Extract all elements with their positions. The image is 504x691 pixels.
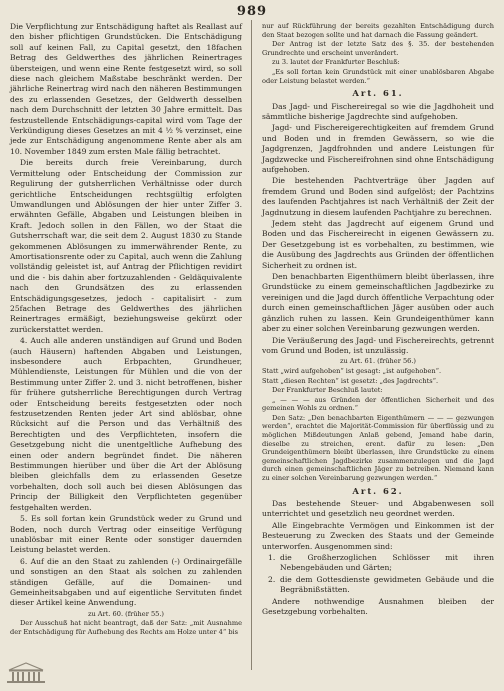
article-61-paragraph-4: Jedem steht das Jagdrecht auf eigenem Grund und Boden und das Fischereirecht in eigenen Gewässern zu. Der Gesetzgebung ist es vorbehalten, zu bestimmen, wie die Ausübung des Jagdrechts aus Gründen der öffentlichen Sicherheit zu ordnen ist. <box>262 219 494 270</box>
column-divider <box>251 20 252 670</box>
note-61-line-2: Statt „diesen Rechten“ ist gesetzt: „des Jagdrechts“. <box>262 376 439 385</box>
article-62-list-item <box>268 553 494 574</box>
list-text: die Großherzoglichen Schlösser mit ihren Nebengebäuden und Gärten; <box>280 553 494 573</box>
right-intro-note-2: Der Antrag ist der letzte Satz des §. 35. der bestehenden Grundrechte und erscheint unverändert. <box>262 40 494 57</box>
article-62-closing: Andere nothwendige Ausnahmen bleiben der Gesetzgebung vorbehalten. <box>262 596 494 617</box>
article-61-paragraph-2: Jagd- und Fischereigerechtigkeiten auf fremdem Grund und Boden und in fremden Gewässern, so wie die Jagdgrenzen, Jagdfrohnden und andere Leistungen für Jagdzwecke und Fischereifrohnen sind ohne Entschädigung aufgehoben. <box>262 123 494 174</box>
note-61-heading: zu Art. 61. (früher 56.) <box>339 357 417 366</box>
article-61-paragraph-1: Das Jagd- und Fischereiregal so wie die Jagdhoheit und sämmtliche bisherige Jagdrechte sind aufgehoben. <box>262 101 494 121</box>
right-intro-note-3: zu 3. lautet der Frankfurter Beschluß: <box>272 58 400 67</box>
article-61-heading: Art. 61. <box>352 88 404 99</box>
left-column <box>10 22 242 674</box>
list-marker: 1. <box>268 553 276 563</box>
list-text: die dem Gottesdienste gewidmeten Gebäude und die Begräbnißstätten. <box>280 574 494 595</box>
library-building-icon <box>6 662 46 684</box>
article-62-heading: Art. 62. <box>352 485 404 496</box>
left-paragraph-5: 6. Auf die an den Staat zu zahlenden (-) Ordinairgefälle und sonstigen an den Staat als solchen zu zahlenden ständigen Gefälle, auf die Domainen- und Gemeinheitsabgaben und auf eigentliche Servituten findet dieser Artikel keine Anwendung. <box>10 556 242 608</box>
left-paragraph-4: 5. Es soll fortan kein Grundstück weder zu Grund und Boden, noch durch Vertrag oder einseitige Verfügung unablösbar mit einer Rente oder sonstiger dauernden Leistung belastet werden. <box>10 514 242 555</box>
list-marker: 2. <box>268 574 276 584</box>
right-intro-note: nur auf Rückführung der bereits gezahlten Entschädigung durch den Staat bezogen sollte und hat darnach die Fassung geändert. <box>262 22 494 39</box>
article-61-paragraph-3: Die bestehenden Pachtverträge über Jagden auf fremdem Grund und Boden sind aufgelöst; der Pachtzins des laufenden Pachtjahres ist nach Verhältniß der Zeit der Jagdnutzung in diesem laufenden Pachtjahre zu berechnen. <box>262 176 494 217</box>
article-61-paragraph-5: Den benachbarten Eigenthümern bleibt überlassen, ihre Grundstücke zu einem gemeinschaftlichen Jagdbezirke zu vereinigen und die Jagd durch öffentliche Verpachtung oder durch einen gemeinschaftlichen Jäger ausüben oder auch gänzlich ruhen zu lassen. Kein Grundeigenthümer kann aber zu einer solchen Vereinbarung gezwungen werden. <box>262 272 494 334</box>
note-61-line-5: Den Satz: „Den benachbarten Eigenthümern — — — gezwungen werden“, erachtet die Majorität-Commission für überflüssig und zu möglichen Mißdeutungen Anlaß gebend, Jemand habe darin, dieselbe zu streichen, erent. dafür zu lesen: „Den Grundeigenthümern bleibt überlassen, ihre Grundstücke zu einem gemeinschaftlichen Jagdbezirke zusammenzulegen und die Jagd durch einen gemeinschaftlichen Jäger zu betreiben. Niemand kann zu einer solchen Vereinbarung gezwungen werden.“ <box>262 413 494 483</box>
right-column <box>262 22 494 617</box>
left-note-heading: zu Art. 60. (früher 55.) <box>87 609 165 618</box>
left-note-text: Der Ausschuß hat nicht beantragt, daß der Satz: „mit Ausnahme der Entschädigung für Aufhebung des Rechts am Holze unter 4“ bis <box>10 619 242 636</box>
left-paragraph-1: Die Verpflichtung zur Entschädigung haftet als Reallast auf den bisher pflichtigen Grundstücken. Die Entschädigung soll auf keinen Fall, zu Capital gesetzt, den 18fachen Betrag des Geldwerthes des jährlichen Reinertrages übersteigen, und wenn eine Rente festgesetzt wird, so soll diese nach gleichem Maßstabe beschränkt werden. Der jährliche Reinertrag wird nach den näheren Bestimmungen des zu erlassenden Gesetzes, der Geldwerth desselben nach dem Durchschnitt der letzten 30 Jahre ermittelt. Das festzustellende Entschädigungs-capital wird vom Tage der Verkündigung dieses Gesetzes an mit 4 ⅟₂ % verzinset, eine jede zur Entschädigung angenommene Rente aber als am 10. November 1849 zum ersten Male fällig betrachtet. <box>10 22 242 156</box>
article-62-paragraph-1: Das bestehende Steuer- und Abgabenwesen soll unterrichtet und gesetzlich neu geordnet werden. <box>262 499 494 519</box>
note-61-line-3: Der Frankfurter Beschluß lautet: <box>272 386 383 395</box>
note-61-line-1: Statt „wird aufgehoben“ ist gesagt: „ist aufgehoben“. <box>262 366 442 375</box>
left-paragraph-3: 4. Auch alle anderen unständigen auf Grund und Boden (auch Häusern) haftenden Abgaben und Leistungen, insbesondere auch Erbpachten, Grundheuer, Mühlendienste, Leistungen für Mühlen und die von der Bestimmung unter Ziffer 2. und 3. nicht betroffenen, bisher für frühere gutsherrliche Berechtigungen durch Vertrag oder Entscheidung bereits festgesetzten oder noch festzusetzenden Renten jeder Art sind ablösbar, ohne Rücksicht auf die Person und das Verhältniß des Berechtigten und des Verpflichteten, insofern die Gesetzgebung nicht die unentgeltliche Aufhebung des einen oder andern begründet findet. Die näheren Bestimmungen hierüber und über die Art der Ablösung bleiben gleichfalls dem zu erlassenden Gesetze vorbehalten, doch soll auch bei diesen Ablösungen das Princip der Billigkeit den Verpflichteten gegenüber festgehalten werden. <box>10 336 242 512</box>
article-62-list-item <box>268 575 494 596</box>
left-paragraph-2: Die bereits durch freie Vereinbarung, durch Vermittelung oder Entscheidung der Commission zur Regulirung der gutsherrlichen Verhältnisse oder durch gerichtliche Entscheidungen rechtsgültig erfolgten Umwandlungen und Ablösungen der hier unter Ziffer 3. erwähnten Gefälle, Abgaben und Leistungen bleiben in Kraft. Jedoch sollen in den Fällen, wo der Staat die Gutsherrschaft war, die seit dem 2. August 1830 zu Stande gekommenen Ablösungen zu immerwährender Rente, zu Amortisationsrente oder zu Capital, auch wenn die Zahlung vollständig geleistet ist, auf Antrag der Pflichtigen revidirt und die - bis dahin aber fortzuzahlenden - Geldäquivalente nach den Grundsätzen des zu erlassenden Entschädigungsgesetzes, jedoch - capitalisirt - zum 25fachen Betrage des Geldwerthes des jährlichen Reinertrages ermäßigt, beziehungsweise gekürzt oder zurückerstattet werden. <box>10 158 242 334</box>
page-number: 989 <box>236 4 268 19</box>
right-intro-quote: „Es soll fortan kein Grundstück mit einer unablösbaren Abgabe oder Leistung belastet werden.“ <box>262 67 494 85</box>
article-62-paragraph-2: Alle Eingebrachte Vermögen und Einkommen ist der Besteuerung zu Zwecken des Staats und der Gemeinde unterworfen. Ausgenommen sind: <box>262 520 494 551</box>
article-61-paragraph-6: Die Veräußerung des Jagd- und Fischereirechts, getrennt vom Grund und Boden, ist unzulässig. <box>262 335 494 355</box>
note-61-line-4: „ — — — aus Gründen der öffentlichen Sicherheit und des gemeinen Wohls zu ordnen.“ <box>262 395 494 413</box>
